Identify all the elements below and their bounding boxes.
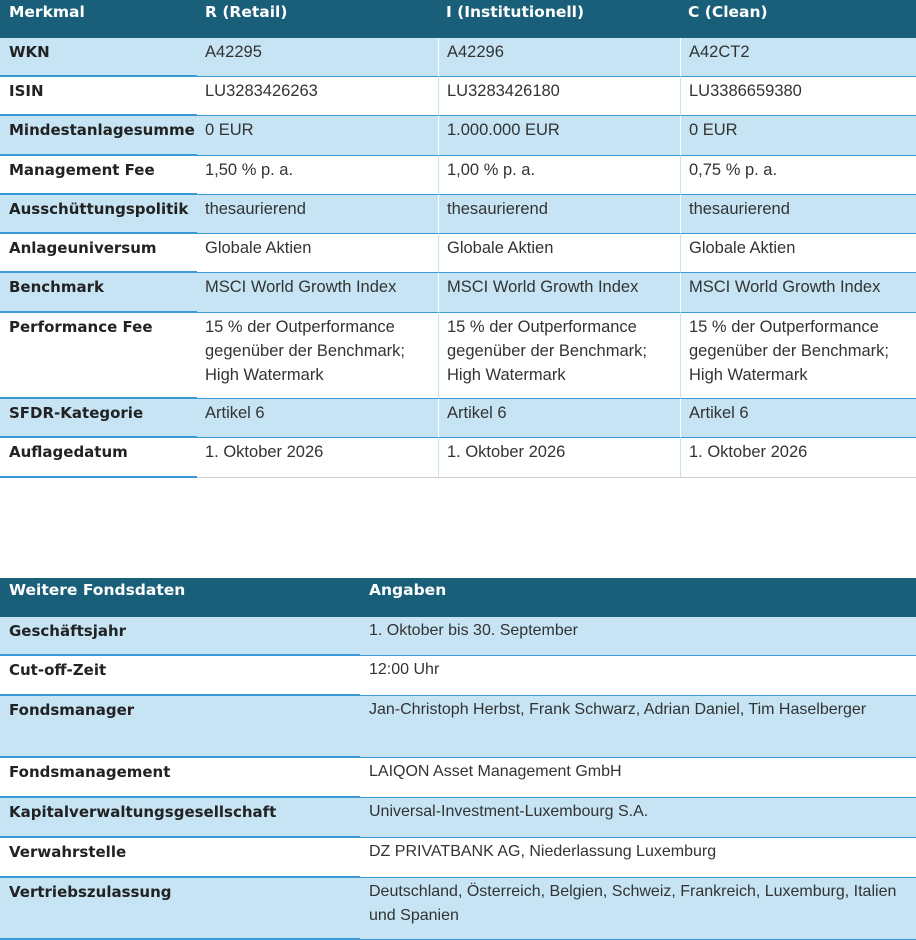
cell-retail: 15 % der Outperformance gegenüber der Benchmark; High Watermark [197,313,438,399]
header-institutionell: I (Institutionell) [446,3,585,21]
cell-retail: 1. Oktober 2026 [197,438,438,478]
cell-clean: Globale Aktien [680,234,916,273]
row-label: Geschäftsjahr [0,617,360,656]
cell-clean: thesaurierend [680,195,916,234]
fund-data-table [0,578,916,940]
cell-clean: 0 EUR [680,116,916,156]
row-label: Auflagedatum [0,438,197,478]
row-value: DZ PRIVATBANK AG, Niederlassung Luxemburg [360,838,916,878]
header-clean: C (Clean) [688,3,768,21]
row-label: Anlageuniversum [0,234,197,273]
cell-institutionell: Globale Aktien [438,234,680,273]
row-value: LAIQON Asset Management GmbH [360,758,916,798]
cell-retail: 0 EUR [197,116,438,156]
table-row [0,234,916,273]
cell-clean: 0,75 % p. a. [680,156,916,195]
cell-retail: A42295 [197,38,438,77]
table-row [0,696,916,758]
cell-retail: MSCI World Growth Index [197,273,438,313]
row-value: Jan-Christoph Herbst, Frank Schwarz, Adrian Daniel, Tim Haselberger [360,696,916,758]
cell-institutionell: 1.000.000 EUR [438,116,680,156]
table-row [0,878,916,940]
row-value: Universal-Investment-Luxembourg S.A. [360,798,916,838]
table-row [0,38,916,77]
row-value: Deutschland, Österreich, Belgien, Schweiz, Frankreich, Luxemburg, Italien und Spanien [360,878,916,940]
cell-clean: Artikel 6 [680,399,916,438]
table-row [0,399,916,438]
cell-clean: MSCI World Growth Index [680,273,916,313]
table-row [0,77,916,116]
row-label: Fondsmanager [0,696,360,758]
header-angaben: Angaben [369,581,447,599]
cell-retail: 1,50 % p. a. [197,156,438,195]
row-label: Vertriebszulassung [0,878,360,940]
row-label: Benchmark [0,273,197,313]
cell-clean: 15 % der Outperformance gegenüber der Benchmark; High Watermark [680,313,916,399]
cell-institutionell: MSCI World Growth Index [438,273,680,313]
table-row [0,313,916,399]
row-label: Management Fee [0,156,197,195]
row-label: Fondsmanagement [0,758,360,798]
table-row [0,195,916,234]
row-label: Mindestanlagesumme [0,116,197,156]
table-row [0,273,916,313]
header-merkmal: Merkmal [9,3,85,21]
row-label: WKN [0,38,197,77]
cell-institutionell: 1,00 % p. a. [438,156,680,195]
table-row [0,116,916,156]
row-label: Verwahrstelle [0,838,360,878]
header-weitere-fondsdaten: Weitere Fondsdaten [9,581,186,599]
table-row [0,617,916,656]
table-row [0,758,916,798]
cell-institutionell: Artikel 6 [438,399,680,438]
table-row [0,156,916,195]
cell-clean: A42CT2 [680,38,916,77]
row-label: SFDR-Kategorie [0,399,197,438]
row-label: ISIN [0,77,197,116]
cell-retail: thesaurierend [197,195,438,234]
table-row [0,656,916,696]
table-row [0,798,916,838]
cell-institutionell: A42296 [438,38,680,77]
share-classes-header-row [0,0,916,38]
row-label: Cut-off-Zeit [0,656,360,696]
cell-institutionell: LU3283426180 [438,77,680,116]
table-row [0,838,916,878]
row-value: 12:00 Uhr [360,656,916,696]
header-retail: R (Retail) [205,3,288,21]
fund-data-header-row [0,578,916,617]
table-row [0,438,916,478]
cell-clean: 1. Oktober 2026 [680,438,916,478]
cell-institutionell: thesaurierend [438,195,680,234]
cell-clean: LU3386659380 [680,77,916,116]
cell-retail: Artikel 6 [197,399,438,438]
cell-institutionell: 1. Oktober 2026 [438,438,680,478]
cell-retail: Globale Aktien [197,234,438,273]
row-label: Ausschüttungspolitik [0,195,197,234]
row-value: 1. Oktober bis 30. September [360,617,916,656]
cell-institutionell: 15 % der Outperformance gegenüber der Benchmark; High Watermark [438,313,680,399]
cell-retail: LU3283426263 [197,77,438,116]
row-label: Kapitalverwaltungsgesellschaft [0,798,360,838]
row-label: Performance Fee [0,313,197,399]
